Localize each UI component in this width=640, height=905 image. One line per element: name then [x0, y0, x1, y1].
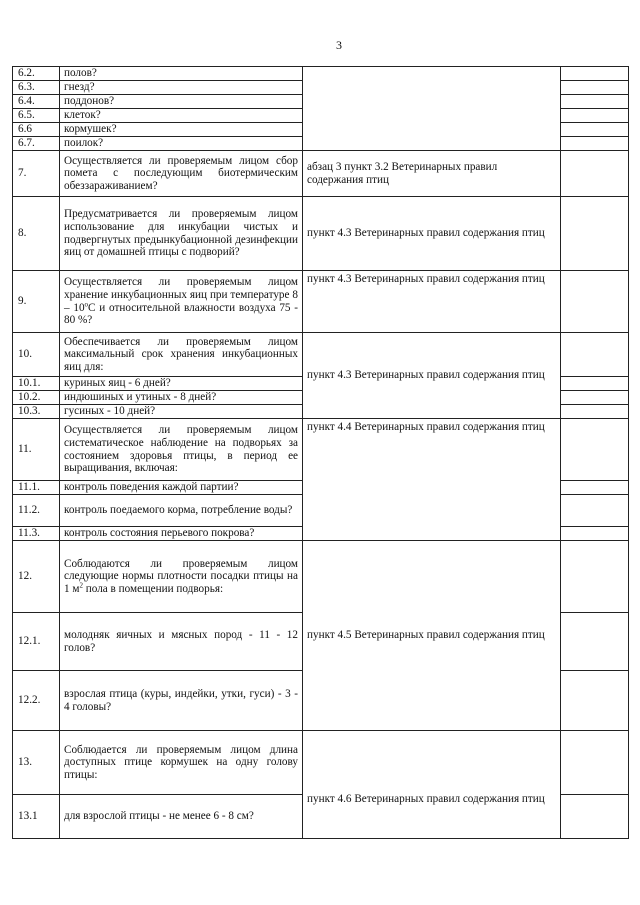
- table-row: [13, 271, 629, 333]
- answer-cell[interactable]: [561, 271, 629, 333]
- question-text: куриных яиц - 6 дней?: [60, 377, 303, 391]
- answer-cell[interactable]: [561, 671, 629, 731]
- legal-reference: абзац 3 пункт 3.2 Ветеринарных правил содержания птиц: [303, 151, 561, 197]
- legal-reference: пункт 4.6 Ветеринарных правил содержания птиц: [303, 731, 561, 839]
- question-text: Осуществляется ли проверяемым лицом сбор помета с последующим биотермическим обеззараживанием?: [60, 151, 303, 197]
- question-text: контроль поедаемого корма, потребление воды?: [60, 495, 303, 527]
- question-text: Предусматривается ли проверяемым лицом использование для инкубации чистых и подвергнутых предынкубационной дезинфекции яиц от домашней птицы с подворий?: [60, 197, 303, 271]
- legal-reference: пункт 4.5 Ветеринарных правил содержания птиц: [303, 541, 561, 731]
- row-number: 10.: [13, 333, 60, 377]
- table-row: [13, 67, 629, 81]
- row-number: 11.3.: [13, 527, 60, 541]
- question-text: гнезд?: [60, 81, 303, 95]
- row-number: 11.: [13, 419, 60, 481]
- question-text: клеток?: [60, 109, 303, 123]
- question-text: гусиных - 10 дней?: [60, 405, 303, 419]
- checklist-table: [12, 66, 629, 839]
- table-row: [13, 333, 629, 377]
- row-number: 6.2.: [13, 67, 60, 81]
- question-text: взрослая птица (куры, индейки, утки, гуси) - 3 - 4 головы?: [60, 671, 303, 731]
- row-number: 11.1.: [13, 481, 60, 495]
- row-number: 6.4.: [13, 95, 60, 109]
- legal-reference: пункт 4.3 Ветеринарных правил содержания птиц: [303, 271, 561, 333]
- row-number: 6.6: [13, 123, 60, 137]
- answer-cell[interactable]: [561, 123, 629, 137]
- row-number: 10.3.: [13, 405, 60, 419]
- legal-reference: пункт 4.3 Ветеринарных правил содержания птиц: [303, 197, 561, 271]
- answer-cell[interactable]: [561, 391, 629, 405]
- answer-cell[interactable]: [561, 95, 629, 109]
- answer-cell[interactable]: [561, 527, 629, 541]
- question-text: Осуществляется ли проверяемым лицом систематическое наблюдение на подворьях за состоянием здоровья птицы, в период ее выращивания, включая:: [60, 419, 303, 481]
- answer-cell[interactable]: [561, 109, 629, 123]
- answer-cell[interactable]: [561, 197, 629, 271]
- legal-reference: пункт 4.3 Ветеринарных правил содержания птиц: [303, 333, 561, 419]
- row-number: 13.1: [13, 795, 60, 839]
- table-row: [13, 419, 629, 481]
- answer-cell[interactable]: [561, 405, 629, 419]
- question-text: контроль поведения каждой партии?: [60, 481, 303, 495]
- answer-cell[interactable]: [561, 333, 629, 377]
- row-number: 11.2.: [13, 495, 60, 527]
- question-text: Соблюдается ли проверяемым лицом длина доступных птице кормушек на одну голову птицы:: [60, 731, 303, 795]
- question-text: контроль состояния перьевого покрова?: [60, 527, 303, 541]
- question-text: Соблюдаются ли проверяемым лицом следующие нормы плотности посадки птицы на 1 $м^2$ пола в помещении подворья:: [60, 541, 303, 613]
- row-number: 10.2.: [13, 391, 60, 405]
- answer-cell[interactable]: [561, 377, 629, 391]
- question-text: полов?: [60, 67, 303, 81]
- row-number: 12.2.: [13, 671, 60, 731]
- row-number: 6.5.: [13, 109, 60, 123]
- answer-cell[interactable]: [561, 137, 629, 151]
- row-number: 6.7.: [13, 137, 60, 151]
- question-text: Осуществляется ли проверяемым лицом хранение инкубационных яиц при температуре $8 - 10^оС$ и относительной влажности воздуха 75 - 80 %?: [60, 271, 303, 333]
- legal-reference: [303, 67, 561, 151]
- row-number: 12.1.: [13, 613, 60, 671]
- answer-cell[interactable]: [561, 795, 629, 839]
- answer-cell[interactable]: [561, 81, 629, 95]
- question-text: поилок?: [60, 137, 303, 151]
- table-row: [13, 731, 629, 795]
- answer-cell[interactable]: [561, 419, 629, 481]
- answer-cell[interactable]: [561, 481, 629, 495]
- row-number: 8.: [13, 197, 60, 271]
- legal-reference: пункт 4.4 Ветеринарных правил содержания птиц: [303, 419, 561, 541]
- answer-cell[interactable]: [561, 541, 629, 613]
- table-row: [13, 151, 629, 197]
- row-number: 9.: [13, 271, 60, 333]
- answer-cell[interactable]: [561, 731, 629, 795]
- row-number: 6.3.: [13, 81, 60, 95]
- answer-cell[interactable]: [561, 151, 629, 197]
- question-text: поддонов?: [60, 95, 303, 109]
- question-text: для взрослой птицы - не менее 6 - 8 см?: [60, 795, 303, 839]
- question-text: молодняк яичных и мясных пород - 11 - 12 голов?: [60, 613, 303, 671]
- question-text: индюшиных и утиных - 8 дней?: [60, 391, 303, 405]
- question-text: Обеспечивается ли проверяемым лицом максимальный срок хранения инкубационных яиц для:: [60, 333, 303, 377]
- answer-cell[interactable]: [561, 613, 629, 671]
- question-text: кормушек?: [60, 123, 303, 137]
- row-number: 10.1.: [13, 377, 60, 391]
- answer-cell[interactable]: [561, 67, 629, 81]
- row-number: 7.: [13, 151, 60, 197]
- answer-cell[interactable]: [561, 495, 629, 527]
- page-number: 3: [336, 38, 342, 52]
- table-row: [13, 197, 629, 271]
- row-number: 13.: [13, 731, 60, 795]
- table-row: [13, 541, 629, 613]
- row-number: 12.: [13, 541, 60, 613]
